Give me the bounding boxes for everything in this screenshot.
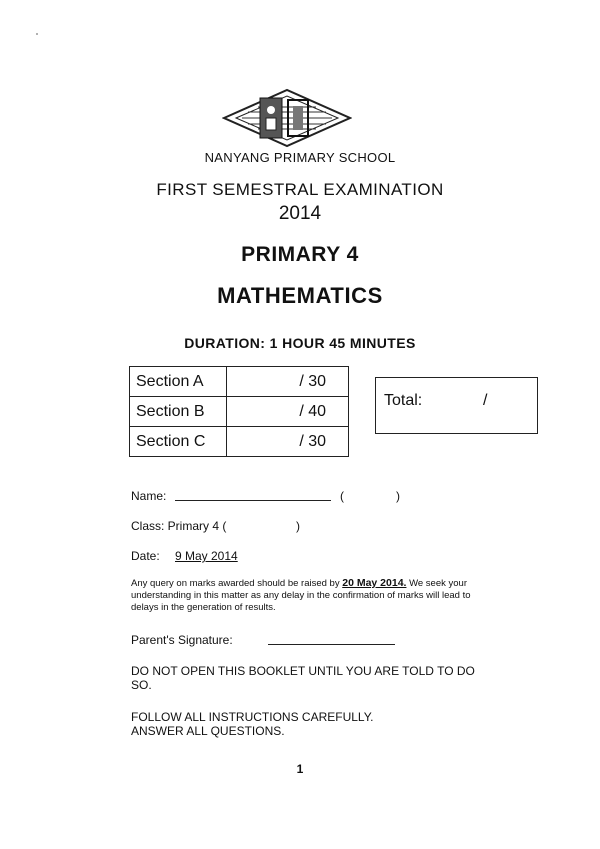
total-box [375, 377, 538, 434]
section-marks-table [129, 366, 349, 457]
section-score: / 30 [227, 367, 349, 397]
exam-year: 2014 [278, 203, 322, 224]
table-row [130, 367, 349, 397]
class-label: Class: Primary 4 ( [131, 519, 227, 533]
school-name: NANYANG PRIMARY SCHOOL [204, 150, 396, 165]
section-score: / 30 [227, 427, 349, 457]
instruction-line: FOLLOW ALL INSTRUCTIONS CAREFULLY. [131, 710, 374, 724]
page-number: 1 [296, 762, 304, 776]
date-value: 9 May 2014 [175, 549, 238, 563]
class-close: ) [296, 519, 300, 533]
total-label: Total: [384, 392, 423, 409]
name-label: Name: [131, 489, 167, 503]
table-row [130, 397, 349, 427]
date-label: Date: [131, 549, 160, 563]
notice-deadline: 20 May 2014. [342, 577, 407, 589]
signature-label: Parent's Signature: [131, 633, 233, 647]
section-label: Section C [130, 427, 227, 457]
table-row [130, 427, 349, 457]
total-slash: / [483, 392, 488, 409]
section-label: Section B [130, 397, 227, 427]
notice-text-pre: Any query on marks awarded should be raised by [131, 578, 343, 589]
scan-speck [36, 33, 38, 35]
exam-title: FIRST SEMESTRAL EXAMINATION [156, 180, 444, 199]
section-score: / 40 [227, 397, 349, 427]
duration-text: DURATION: 1 HOUR 45 MINUTES [184, 335, 416, 351]
subject-title: MATHEMATICS [217, 283, 383, 308]
warning-text: DO NOT OPEN THIS BOOKLET UNTIL YOU ARE TOLD TO DO SO. [131, 664, 475, 692]
instructions [131, 710, 491, 738]
register-number-close: ) [396, 489, 400, 503]
signature-line[interactable] [268, 644, 395, 645]
section-label: Section A [130, 367, 227, 397]
name-field-line[interactable] [175, 500, 331, 501]
marks-query-notice [131, 577, 491, 614]
notice-text-post: We seek your understanding in this matter as any delay in the confirmation of marks will lead to delays in the generation of results. [131, 578, 471, 613]
instruction-line: ANSWER ALL QUESTIONS. [131, 724, 285, 738]
level-title: PRIMARY 4 [241, 243, 359, 266]
school-crest-icon [222, 88, 352, 148]
register-number-open: ( [340, 489, 344, 503]
